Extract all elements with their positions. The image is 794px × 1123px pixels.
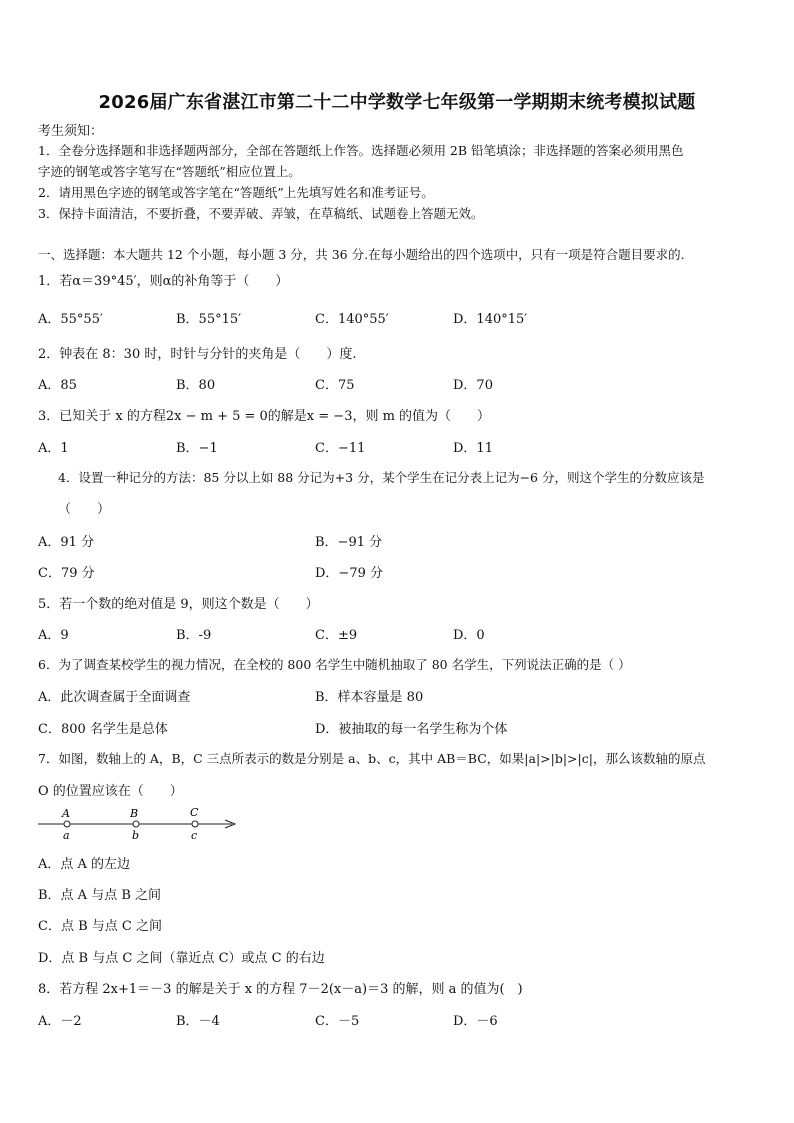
question-7-option-d: D．点 B 与点 C 之间（靠近点 C）或点 C 的右边 — [38, 951, 325, 966]
question-7-option-a: A．点 A 的左边 — [38, 857, 131, 872]
point-a-label: A — [62, 807, 70, 820]
question-5-option-d: D．0 — [453, 628, 485, 643]
question-6-stem: 6．为了调查某校学生的视力情况，在全校的 800 名学生中随机抽取了 80 名学生，下列说法正确的是（ ） — [38, 657, 631, 672]
question-7-stem: 7．如图，数轴上的 A，B，C 三点所表示的数是分别是 a、b、c，其中 AB＝BC，如果|a|>|b|>|c|，那么该数轴的原点 — [38, 751, 706, 766]
notice-line-4: 3．保持卡面清洁，不要折叠，不要弄破、弄皱，在草稿纸、试题卷上答题无效。 — [38, 206, 484, 221]
question-4-option-d: D．−79 分 — [315, 566, 383, 581]
notice-heading: 考生须知： — [38, 124, 104, 139]
question-3-stem: 3．已知关于 x 的方程2x − m + 5 = 0的解是x = −3，则 m 的值为（ ） — [38, 409, 491, 424]
question-4-option-c: C．79 分 — [38, 566, 95, 581]
notice-line-1: 1．全卷分选择题和非选择题两部分，全部在答题纸上作答。选择题必须用 2B 铅笔填涂；非选择题的答案必须用黑色 — [38, 143, 684, 158]
question-1-option-c: C．140°55′ — [315, 312, 389, 327]
question-6-option-a: A．此次调查属于全面调查 — [38, 690, 191, 705]
question-5-option-b: B．-9 — [176, 628, 212, 643]
question-1-stem: 1．若α＝39°45′，则α的补角等于（ ） — [38, 274, 289, 289]
point-a-value: a — [63, 829, 70, 842]
number-line-figure — [36, 806, 246, 846]
point-b-value: b — [132, 829, 140, 842]
question-8-option-a: A．－2 — [38, 1014, 82, 1029]
question-4-stem-cont: （ ） — [58, 502, 111, 517]
question-4-stem: 4．设置一种记分的方法：85 分以上如 88 分记为+3 分，某个学生在记分表上记为−6 分，则这个学生的分数应该是 — [58, 470, 705, 485]
question-5-option-c: C．±9 — [315, 628, 358, 643]
question-3-option-c: C．−11 — [315, 441, 366, 456]
notice-line-3: 2．请用黑色字迹的钢笔或答字笔在“答题纸”上先填写姓名和准考证号。 — [38, 185, 434, 200]
question-7-option-b: B．点 A 与点 B 之间 — [38, 888, 162, 903]
question-8-stem: 8．若方程 2x+1＝－3 的解是关于 x 的方程 7－2(x－a)＝3 的解，则 a 的值为( ) — [38, 982, 523, 997]
question-1-option-a: A．55°55′ — [38, 312, 103, 327]
question-5-stem: 5．若一个数的绝对值是 9，则这个数是（ ） — [38, 597, 319, 612]
question-2-option-b: B．80 — [176, 378, 216, 393]
question-6-option-b: B．样本容量是 80 — [315, 690, 424, 705]
question-2-option-a: A．85 — [38, 378, 77, 393]
point-c-value: c — [191, 829, 198, 842]
question-1-option-b: B．55°15′ — [176, 312, 242, 327]
point-c-label: C — [190, 806, 199, 819]
point-a-marker — [64, 821, 70, 827]
question-1-option-d: D．140°15′ — [453, 312, 528, 327]
question-8-option-d: D．－6 — [453, 1014, 498, 1029]
question-6-option-c: C．800 名学生是总体 — [38, 722, 168, 737]
question-7-option-c: C．点 B 与点 C 之间 — [38, 919, 162, 934]
question-3-option-d: D．11 — [453, 441, 493, 456]
point-b-label: B — [130, 807, 139, 820]
point-c-marker — [192, 821, 198, 827]
page-title: 2026届广东省湛江市第二十二中学数学七年级第一学期期末统考模拟试题 — [98, 92, 696, 113]
question-3-option-a: A．1 — [38, 441, 69, 456]
question-8-option-b: B．－4 — [176, 1014, 220, 1029]
question-2-stem: 2．钟表在 8：30 时，时针与分针的夹角是（ ）度. — [38, 347, 357, 362]
question-2-option-c: C．75 — [315, 378, 355, 393]
question-4-option-a: A．91 分 — [38, 535, 95, 550]
question-5-option-a: A．9 — [38, 628, 69, 643]
notice-line-2: 字迹的钢笔或答字笔写在“答题纸”相应位置上。 — [38, 164, 301, 179]
section-heading: 一、选择题：本大题共 12 个小题，每小题 3 分，共 36 分.在每小题给出的四个选项中，只有一项是符合题目要求的. — [38, 247, 685, 262]
question-6-option-d: D．被抽取的每一名学生称为个体 — [315, 722, 508, 737]
question-8-option-c: C．－5 — [315, 1014, 360, 1029]
question-3-option-b: B．−1 — [176, 441, 218, 456]
point-b-marker — [133, 821, 139, 827]
question-4-option-b: B．−91 分 — [315, 535, 383, 550]
question-7-stem-cont: O 的位置应该在（ ） — [38, 784, 183, 799]
question-2-option-d: D．70 — [453, 378, 493, 393]
